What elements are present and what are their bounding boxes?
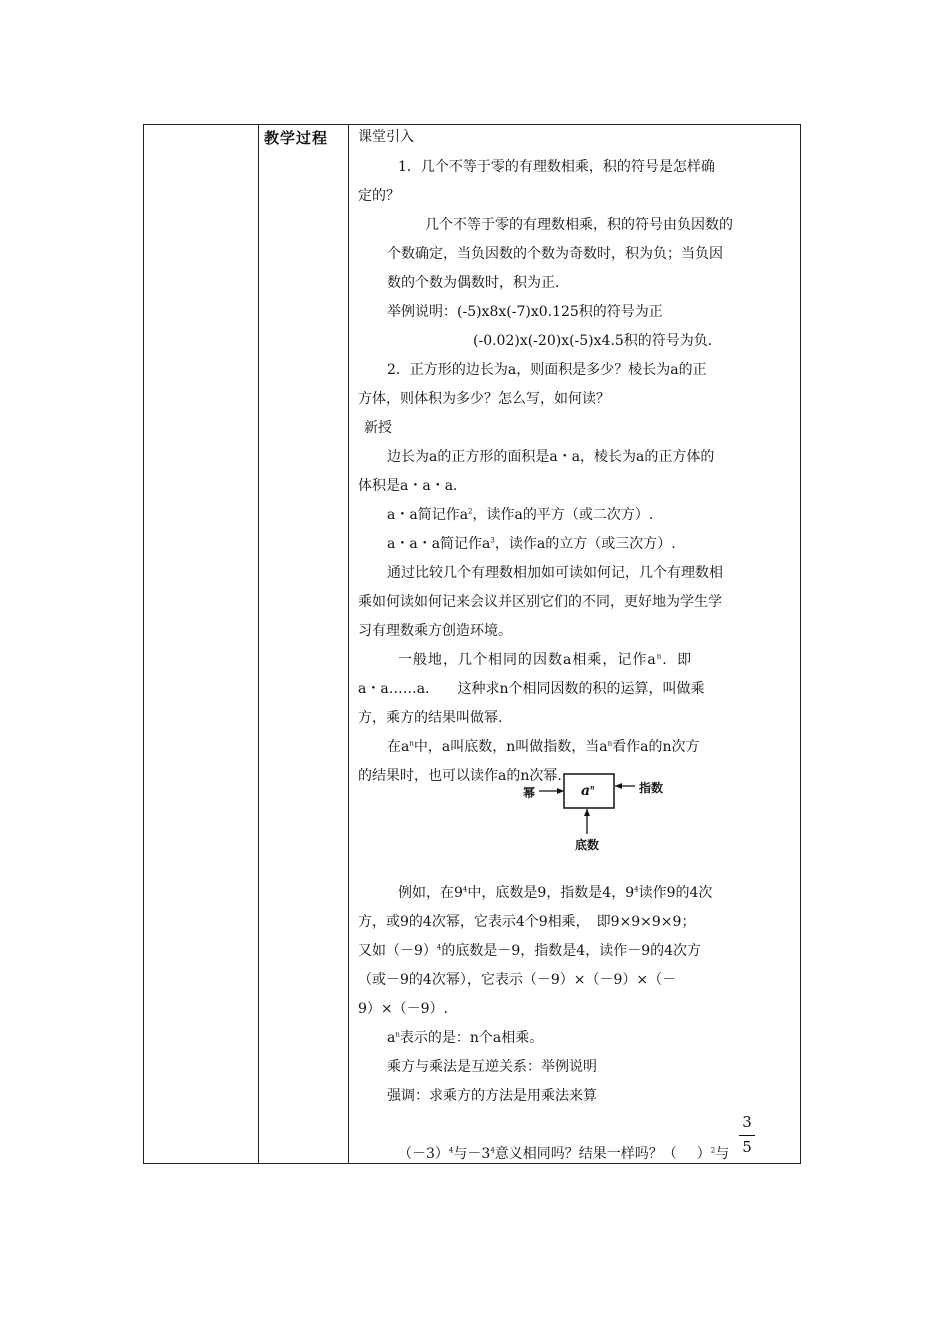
text-line: 边长为a的正方形的面积是a・a，棱长为a的正方体的 <box>387 449 715 465</box>
text-line: a・a简记作$a^2$，读作a的平方（或二次方）. <box>387 507 654 523</box>
fraction-bar <box>739 1135 755 1136</box>
text-line: 数的个数为偶数时，积为正. <box>387 275 560 291</box>
text-line: a・a……a. 这种求n个相同因数的积的运算，叫做乘 <box>358 681 705 697</box>
column-divider-2 <box>348 125 349 1163</box>
power-diagram <box>519 770 679 852</box>
text-line: 方，或9的4次幂，它表示4个9相乘， 即9×9×9×9； <box>358 914 696 930</box>
diagram-label-power: 幂 <box>523 786 536 800</box>
text-line: $(-3)^4$与$-3^4$意义相同吗？结果一样吗？（ ）$^2$与 <box>398 1146 730 1162</box>
text-line: 1．几个不等于零的有理数相乘，积的符号是怎样确 <box>398 159 715 175</box>
text-line: a・a・a简记作$a^3$，读作a的立方（或三次方）. <box>387 536 676 552</box>
text-line: （或－9的4次幂），它表示（－9）×（－9）×（－ <box>358 972 677 988</box>
column-divider-1 <box>258 125 259 1163</box>
lesson-table <box>143 124 801 1164</box>
text-line: 一般地，几个相同的因数a相乘，记作$a^n$. 即 <box>398 652 693 668</box>
text-line: 2．正方形的边长为a，则面积是多少？棱长为a的正 <box>387 362 707 378</box>
diagram-label-base: 底数 <box>575 838 600 852</box>
text-line: 定的？ <box>358 188 400 204</box>
text-line: 通过比较几个有理数相加如可读如何记，几个有理数相 <box>387 565 723 581</box>
text-line: 新授 <box>364 420 392 436</box>
text-line: (-0.02)x(-20)x(-5)x4.5积的符号为负. <box>473 333 713 349</box>
text-line: 举例说明：(-5)x8x(-7)x0.125积的符号为正 <box>387 304 663 320</box>
text-line: 几个不等于零的有理数相乘，积的符号由负因数的 <box>425 217 733 233</box>
text-line: 乘方与乘法是互逆关系：举例说明 <box>387 1059 597 1075</box>
text-line: 体积是a・a・a. <box>358 478 458 494</box>
text-line: $a^n$表示的是：n个a相乘。 <box>387 1030 544 1046</box>
text-line: 又如$(-9)^4$的底数是－9，指数是4，读作－9的4次方 <box>358 943 702 959</box>
text-line: 个数确定，当负因数的个数为奇数时，积为负；当负因 <box>387 246 723 262</box>
text-line: 习有理数乘方创造环境。 <box>358 623 512 639</box>
fraction-numerator: 3 <box>742 1113 752 1131</box>
text-line: 方体，则体积为多少？怎么写，如何读？ <box>358 391 610 407</box>
fraction-denominator: 5 <box>742 1138 752 1156</box>
text-line: 方，乘方的结果叫做幂. <box>358 710 503 726</box>
text-line: 例如，在$9^4$中，底数是9，指数是4，$9^4$读作9的4次 <box>398 885 713 901</box>
text-line: 在$a^n$中，a叫底数，n叫做指数，当$a^n$看作a的n次方 <box>387 739 700 755</box>
section-header: 教学过程 <box>264 129 329 147</box>
diagram-label-exponent: 指数 <box>639 781 664 795</box>
text-line: 强调：求乘方的方法是用乘法来算 <box>387 1088 597 1104</box>
text-line: 乘如何读如何记来会议并区别它们的不同，更好地为学生学 <box>358 594 722 610</box>
text-line: 的结果时，也可以读作a的n次幂. <box>358 768 562 784</box>
diagram-box-symbol: $a^n$ <box>581 783 595 799</box>
text-line: 9）×（－9）. <box>358 1001 448 1017</box>
text-line: 课堂引入 <box>358 129 414 145</box>
